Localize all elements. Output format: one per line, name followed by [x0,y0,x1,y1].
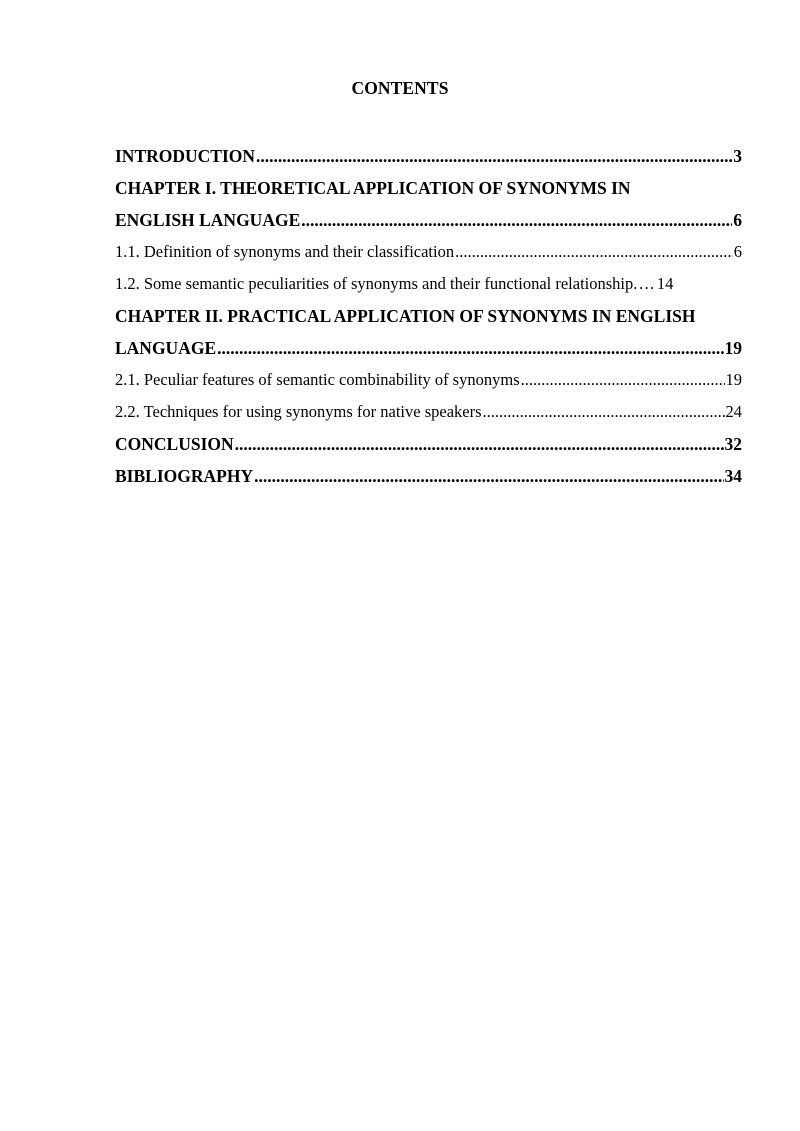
toc-entry-label: CHAPTER II. PRACTICAL APPLICATION OF SYNONYMS IN ENGLISH [115,306,696,326]
toc-entry-section-1-2[interactable] [115,271,742,303]
dot-leader [521,367,725,393]
toc-entry-label: 1.1. Definition of synonyms and their classification [115,242,455,261]
toc-entry-label: CONCLUSION [115,434,234,454]
dot-leader [217,335,723,361]
toc-page-number: 6 [733,210,742,230]
dot-leader [301,207,732,233]
toc-entry-label: LANGUAGE [115,338,217,358]
toc-page-number: 32 [724,434,742,454]
toc-entry-chapter-2-line1[interactable] [115,303,742,335]
dot-leader [254,463,723,489]
toc-page-number: 14 [656,274,674,293]
toc-entry-label: 2.1. Peculiar features of semantic combinability of synonyms [115,370,520,389]
dot-leader [455,239,733,265]
toc-entry-label: CHAPTER I. THEORETICAL APPLICATION OF SYNONYMS IN [115,178,631,198]
toc-entry-label: INTRODUCTION [115,146,256,166]
toc-page-number: 6 [733,242,742,261]
toc-entry-label: ENGLISH LANGUAGE [115,210,301,230]
toc-entry-bibliography[interactable] [115,463,742,495]
dot-leader [256,143,732,169]
toc-entry-chapter-2-line2[interactable] [115,335,742,367]
toc-entry-introduction[interactable] [115,143,742,175]
toc-entry-label: BIBLIOGRAPHY [115,466,254,486]
toc-entry-label: 1.2. Some semantic peculiarities of synonyms and their functional relationship. [115,274,638,293]
toc-entry-label: 2.2. Techniques for using synonyms for native speakers [115,402,482,421]
dot-leader [638,271,655,297]
toc-page-number: 19 [724,338,742,358]
toc-entry-section-2-1[interactable] [115,367,742,399]
toc-page-number: 3 [733,146,742,166]
toc-entry-chapter-1-line2[interactable] [115,207,742,239]
page-title: CONTENTS [351,78,449,98]
toc-page-number: 19 [725,370,742,389]
dot-leader [235,431,724,457]
toc-entry-section-1-1[interactable] [115,239,742,271]
toc-entry-section-2-2[interactable] [115,399,742,431]
table-of-contents [115,143,742,495]
dot-leader [483,399,725,425]
toc-page-number: 24 [725,402,742,421]
toc-entry-conclusion[interactable] [115,431,742,463]
toc-page-number: 34 [724,466,742,486]
toc-entry-chapter-1-line1[interactable] [115,175,742,207]
